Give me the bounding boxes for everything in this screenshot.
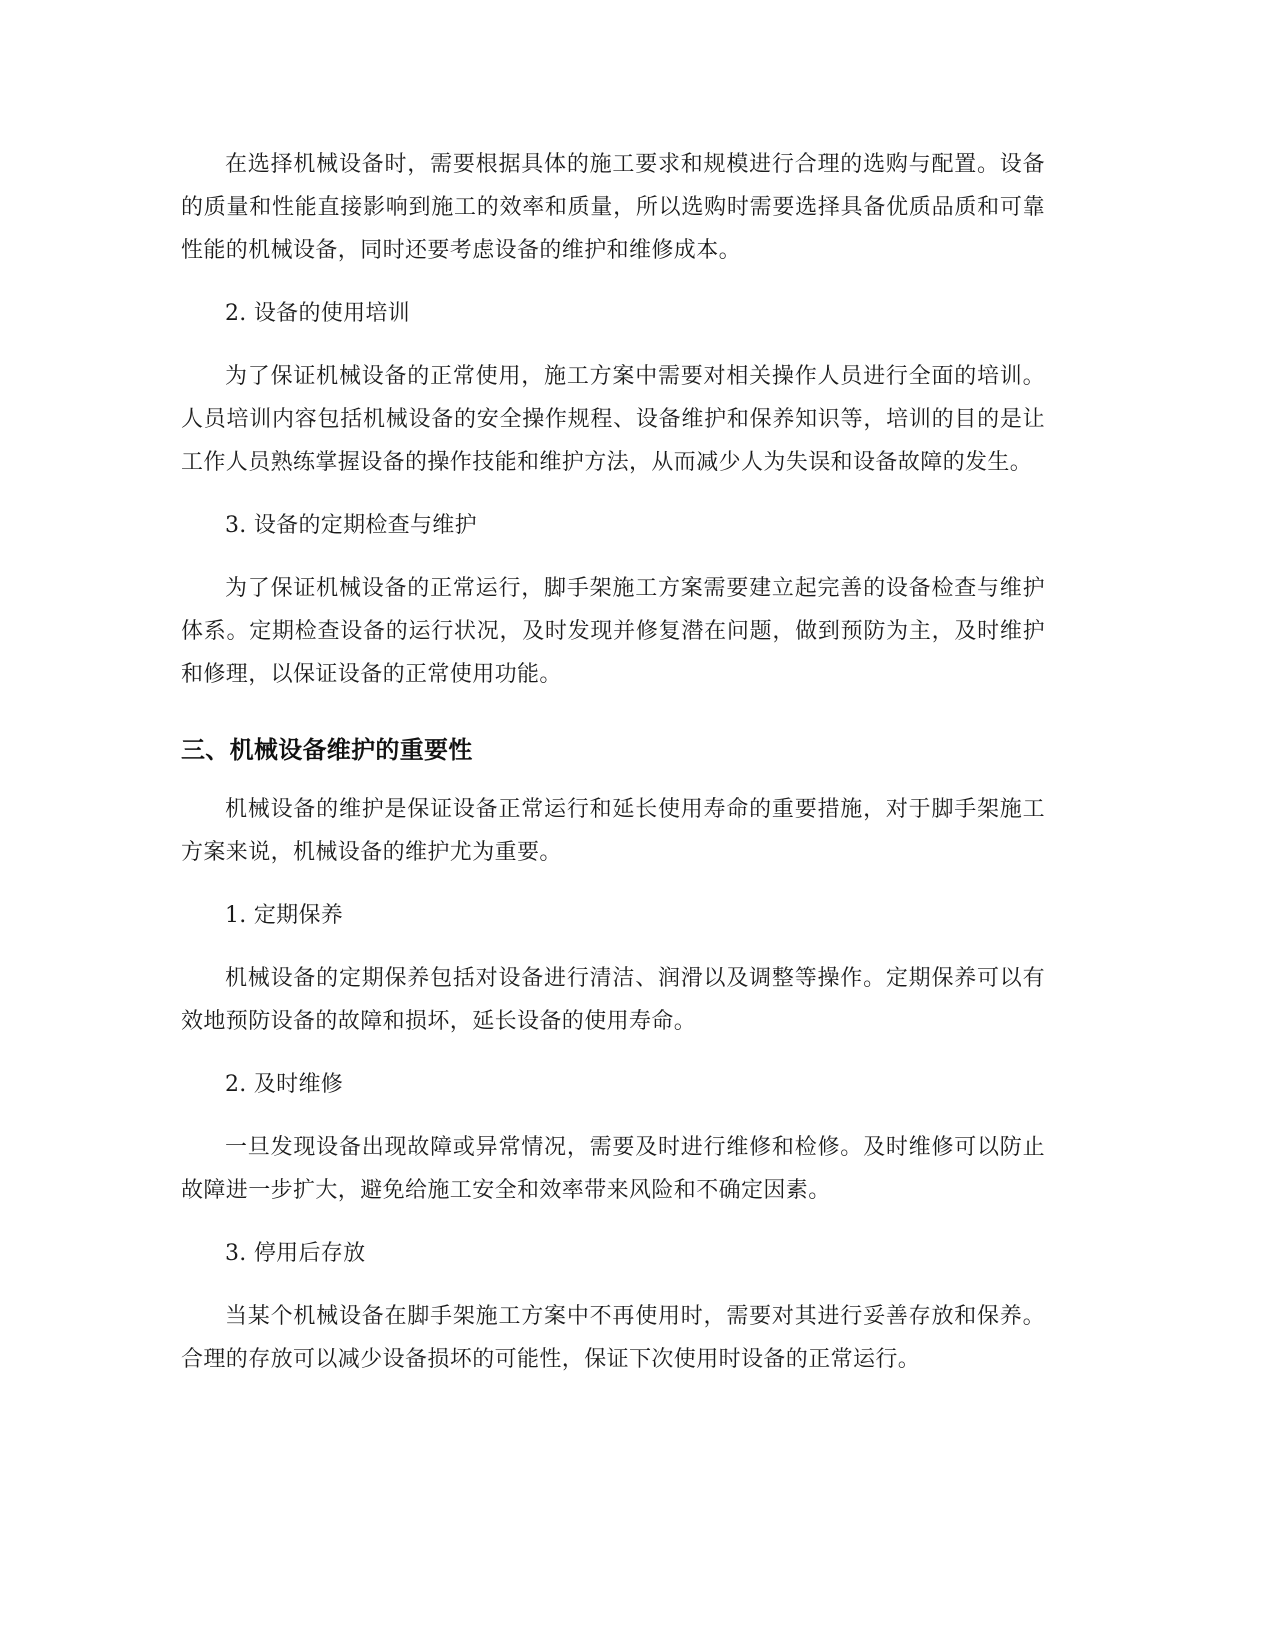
list-item-regular-upkeep: 1. 定期保养 — [225, 903, 344, 928]
list-item-regular-inspection: 3. 设备的定期检查与维护 — [225, 513, 477, 538]
paragraph-equipment-selection: 在选择机械设备时，需要根据具体的施工要求和规模进行合理的选购与配置。设备的质量和性能直接影响到施工的效率和质量，所以选购时需要选择具备优质品质和可靠性能的机械设备，同时还要考虑设备的维护和维修成本。 — [181, 152, 1045, 263]
document-body — [181, 143, 1045, 1401]
paragraph-usage-training: 为了保证机械设备的正常使用，施工方案中需要对相关操作人员进行全面的培训。人员培训内容包括机械设备的安全操作规程、设备维护和保养知识等，培训的目的是让工作人员熟练掌握设备的操作技能和维护方法，从而减少人为失误和设备故障的发生。 — [181, 364, 1045, 475]
paragraph-timely-repair: 一旦发现设备出现故障或异常情况，需要及时进行维修和检修。及时维修可以防止故障进一步扩大，避免给施工安全和效率带来风险和不确定因素。 — [181, 1135, 1045, 1203]
paragraph-regular-upkeep: 机械设备的定期保养包括对设备进行清洁、润滑以及调整等操作。定期保养可以有效地预防设备的故障和损坏，延长设备的使用寿命。 — [181, 966, 1045, 1034]
paragraph-maintenance-intro: 机械设备的维护是保证设备正常运行和延长使用寿命的重要措施，对于脚手架施工方案来说，机械设备的维护尤为重要。 — [181, 797, 1045, 865]
list-item-timely-repair: 2. 及时维修 — [225, 1072, 344, 1097]
list-item-usage-training: 2. 设备的使用培训 — [225, 301, 410, 326]
list-item-storage-after-use: 3. 停用后存放 — [225, 1241, 366, 1266]
section-heading-maintenance-importance: 三、机械设备维护的重要性 — [181, 736, 473, 764]
paragraph-storage-after-use: 当某个机械设备在脚手架施工方案中不再使用时，需要对其进行妥善存放和保养。合理的存放可以减少设备损坏的可能性，保证下次使用时设备的正常运行。 — [181, 1304, 1045, 1372]
paragraph-regular-inspection: 为了保证机械设备的正常运行，脚手架施工方案需要建立起完善的设备检查与维护体系。定期检查设备的运行状况，及时发现并修复潜在问题，做到预防为主，及时维护和修理，以保证设备的正常使用功能。 — [181, 576, 1045, 687]
